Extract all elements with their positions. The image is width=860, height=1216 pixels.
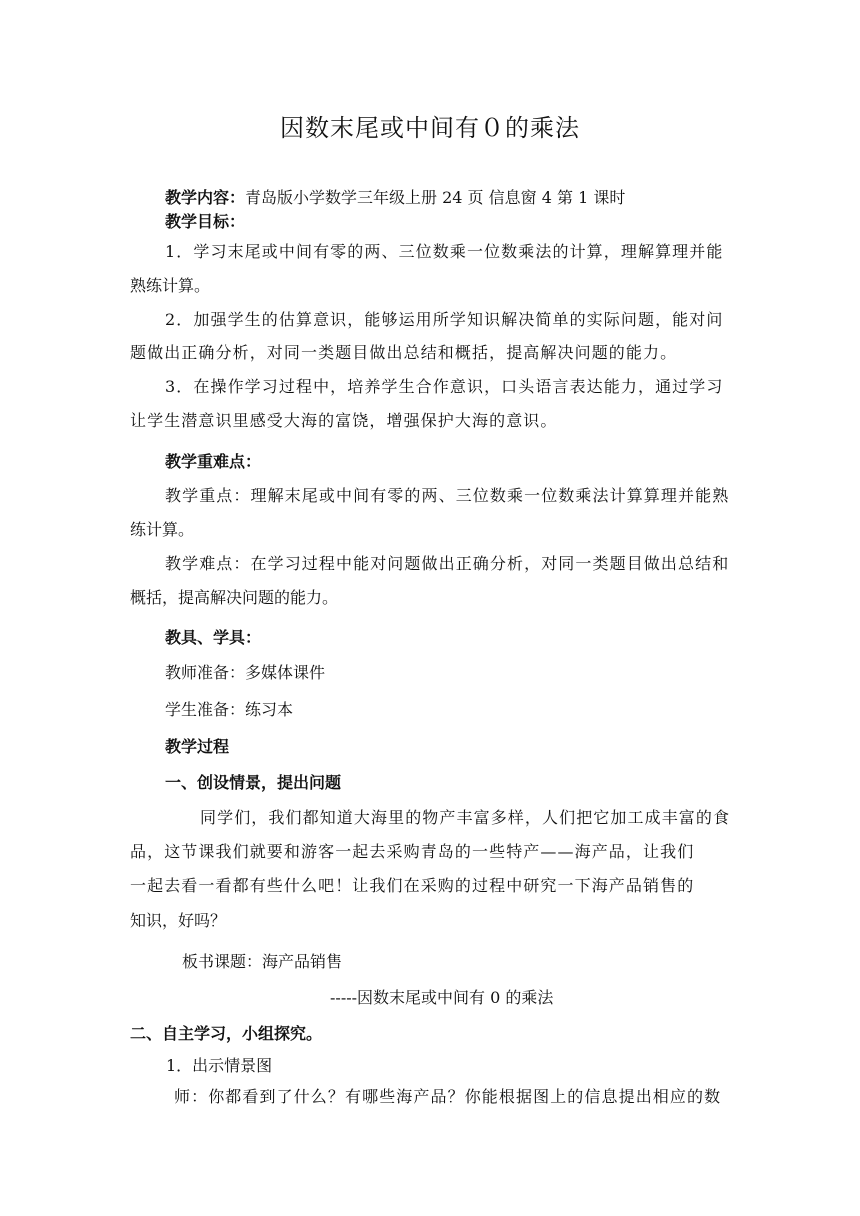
tools-teacher: 教师准备：多媒体课件: [165, 663, 326, 682]
paragraph-1-line-2: 品，这节课我们就要和游客一起去采购青岛的一些特产——海产品，让我们: [130, 842, 695, 861]
section-2-item-1: 1．出示情景图: [166, 1056, 273, 1075]
paragraph-1-line-4: 知识，好吗？: [130, 911, 227, 930]
tools-heading: 教具、学具：: [165, 628, 262, 647]
document-title: 因数末尾或中间有０的乘法: [280, 114, 580, 142]
goal-1-line-2: 熟练计算。: [130, 276, 211, 295]
key-point-line-2: 练计算。: [130, 520, 195, 539]
goal-3-line-1: 3．在操作学习过程中，培养学生合作意识，口头语言表达能力，通过学习: [165, 377, 724, 396]
goal-2-line-1: 2．加强学生的估算意识，能够运用所学知识解决简单的实际问题，能对问: [165, 310, 724, 329]
goal-1-line-1: 1．学习末尾或中间有零的两、三位数乘一位数乘法的计算，理解算理并能: [165, 242, 724, 261]
difficulty-line-2: 概括，提高解决问题的能力。: [130, 588, 339, 607]
teaching-content: [165, 187, 730, 209]
teacher-question: 师：你都看到了什么？有哪些海产品？你能根据图上的信息提出相应的数: [174, 1087, 722, 1106]
paragraph-1-line-1: 同学们，我们都知道大海里的物产丰富多样，人们把它加工成丰富的食: [200, 808, 731, 827]
board-title: 板书课题：海产品销售: [182, 952, 343, 971]
teaching-content-text: 青岛版小学数学三年级上册 24 页 信息窗 4 第 1 课时: [245, 188, 626, 207]
board-subtitle: -----因数末尾或中间有 0 的乘法: [330, 988, 554, 1007]
teaching-content-label: 教学内容：: [165, 188, 246, 207]
process-heading: 教学过程: [165, 737, 230, 756]
goals-heading: 教学目标：: [165, 212, 246, 231]
tools-student: 学生准备：练习本: [165, 700, 294, 719]
paragraph-1-line-3: 一起去看一看都有些什么吧！让我们在采购的过程中研究一下海产品销售的: [130, 876, 695, 895]
section-1-heading: 一、创设情景，提出问题: [165, 773, 342, 792]
goal-3-line-2: 让学生潜意识里感受大海的富饶，增强保护大海的意识。: [130, 411, 558, 430]
key-points-heading: 教学重难点：: [165, 452, 262, 471]
section-2-heading: 二、自主学习，小组探究。: [130, 1024, 323, 1043]
difficulty-line-1: 教学难点：在学习过程中能对问题做出正确分析，对同一类题目做出总结和: [165, 554, 730, 573]
goal-2-line-2: 题做出正确分析，对同一类题目做出总结和概括，提高解决问题的能力。: [130, 343, 678, 362]
key-point-line-1: 教学重点：理解末尾或中间有零的两、三位数乘一位数乘法计算算理并能熟: [165, 486, 730, 505]
